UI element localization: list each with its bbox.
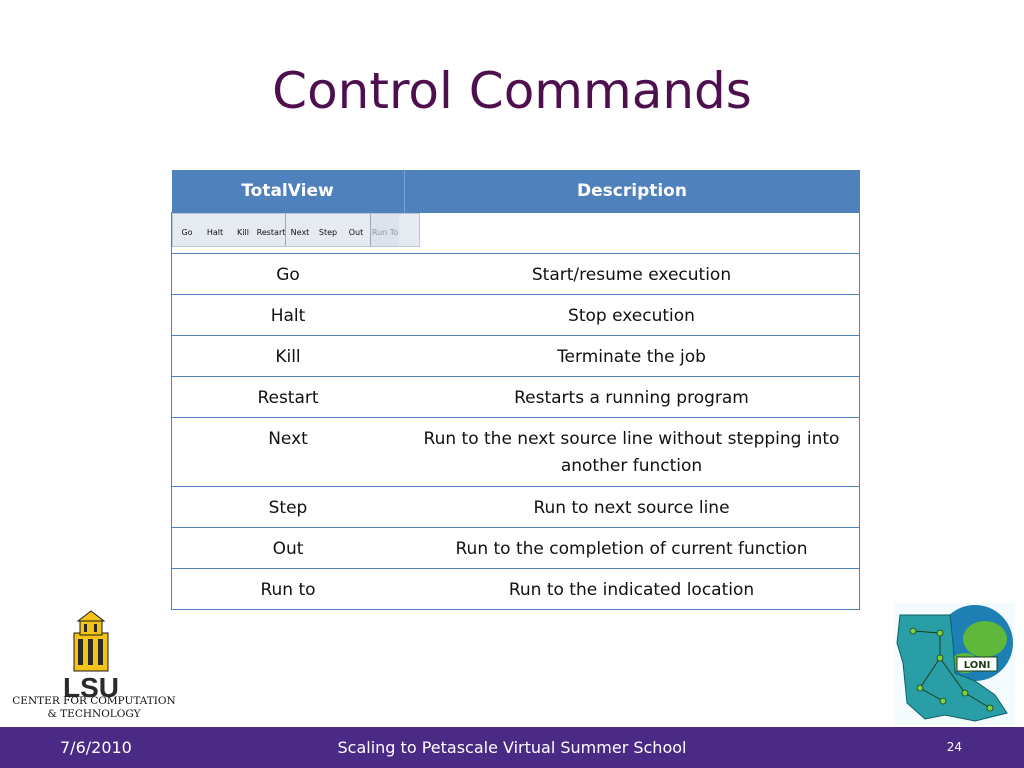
command-cell: Go [172, 254, 405, 295]
cct-line-1: CENTER FOR COMPUTATION [12, 695, 176, 707]
description-cell: Run to the indicated location [404, 569, 860, 610]
toolbar-group-process [173, 214, 286, 246]
command-cell: Run to [172, 569, 405, 610]
page-number: 24 [946, 740, 962, 754]
totalview-toolbar [172, 213, 420, 247]
command-cell: Restart [172, 377, 405, 418]
command-cell: Next [172, 418, 405, 487]
lsu-logo-text: LSU [63, 672, 119, 703]
cct-line-2: & TECHNOLOGY [47, 708, 141, 720]
commands-table [171, 170, 860, 610]
loni-logo [895, 603, 1015, 725]
table-row [172, 528, 860, 569]
command-cell: Kill [172, 336, 405, 377]
description-cell: Run to the completion of current function [404, 528, 860, 569]
table-header-row [172, 170, 860, 213]
toolbar-row [172, 213, 860, 254]
table-row [172, 377, 860, 418]
cct-logo-text [0, 695, 188, 721]
description-cell: Start/resume execution [404, 254, 860, 295]
description-cell: Stop execution [404, 295, 860, 336]
description-cell: Run to the next source line without stepping into another function [404, 418, 860, 487]
footer-title: Scaling to Petascale Virtual Summer School [337, 738, 687, 757]
table-row [172, 336, 860, 377]
table-row [172, 487, 860, 528]
command-cell: Out [172, 528, 405, 569]
step-button[interactable]: Step [314, 214, 342, 246]
footer-bar [0, 727, 1024, 768]
slide-title: Control Commands [272, 62, 752, 120]
out-button[interactable]: Out [342, 214, 370, 246]
command-cell: Halt [172, 295, 405, 336]
footer-date: 7/6/2010 [60, 738, 132, 757]
go-button[interactable]: Go [173, 214, 201, 246]
toolbar-group-run-to [371, 214, 399, 246]
description-cell: Run to next source line [404, 487, 860, 528]
kill-button[interactable]: Kill [229, 214, 257, 246]
restart-button[interactable]: Restart [257, 214, 285, 246]
loni-logo-text: LONI [963, 660, 991, 671]
next-button[interactable]: Next [286, 214, 314, 246]
description-cell: Restarts a running program [404, 377, 860, 418]
header-description: Description [404, 170, 860, 213]
description-cell: Terminate the job [404, 336, 860, 377]
table-row [172, 418, 860, 487]
table-row [172, 569, 860, 610]
toolbar-group-stepping [286, 214, 371, 246]
header-totalview: TotalView [172, 170, 405, 213]
run-to-button[interactable]: Run To [371, 214, 399, 246]
halt-button[interactable]: Halt [201, 214, 229, 246]
table-row [172, 295, 860, 336]
command-cell: Step [172, 487, 405, 528]
table-row [172, 254, 860, 295]
